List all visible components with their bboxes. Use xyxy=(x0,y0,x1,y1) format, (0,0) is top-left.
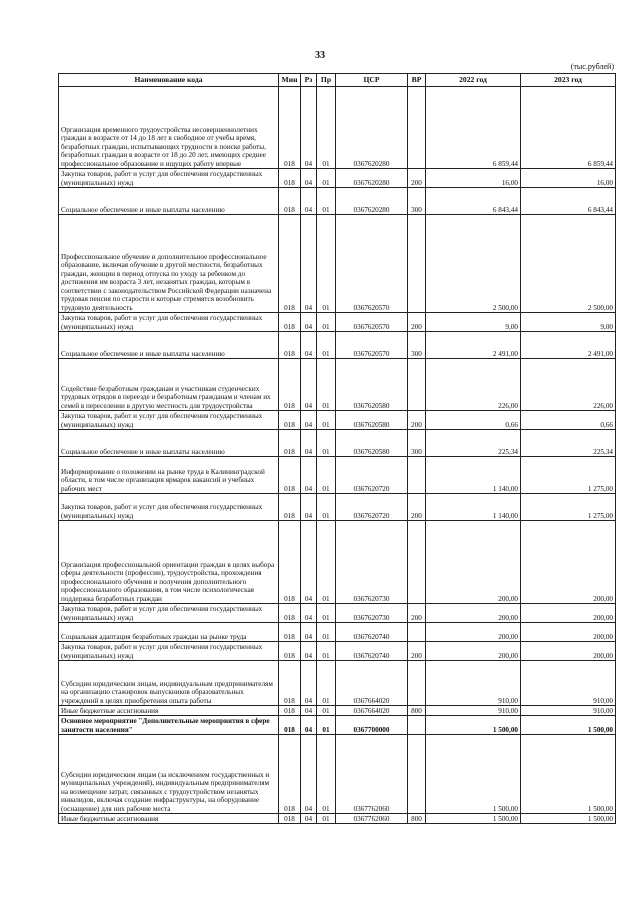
table-row xyxy=(59,359,616,411)
table-row xyxy=(59,87,616,169)
cell-vr: 200 xyxy=(408,604,426,623)
cell-2023: 1 275,00 xyxy=(521,457,616,494)
cell-name: Закупка товаров, работ и услуг для обеспечения государственных (муниципальных) нужд xyxy=(59,411,279,430)
cell-rz: 04 xyxy=(301,87,317,169)
cell-name: Социальное обеспечение и иные выплаты населению xyxy=(59,430,279,457)
cell-min: 018 xyxy=(279,735,301,814)
cell-csr: 0367620720 xyxy=(336,494,408,521)
cell-2022: 1 140,00 xyxy=(426,457,521,494)
header-name: Наименование кода xyxy=(59,74,279,87)
cell-vr: 200 xyxy=(408,313,426,332)
cell-2023: 2 500,00 xyxy=(521,215,616,313)
table-row xyxy=(59,457,616,494)
cell-rz: 04 xyxy=(301,521,317,604)
cell-2023: 6 859,44 xyxy=(521,87,616,169)
table-row xyxy=(59,215,616,313)
cell-name: Закупка товаров, работ и услуг для обеспечения государственных (муниципальных) нужд xyxy=(59,169,279,188)
cell-2022: 1 500,00 xyxy=(426,735,521,814)
cell-rz: 04 xyxy=(301,735,317,814)
cell-pr: 01 xyxy=(317,642,336,661)
table-row xyxy=(59,521,616,604)
cell-csr: 0367664020 xyxy=(336,661,408,706)
cell-name: Закупка товаров, работ и услуг для обеспечения государственных (муниципальных) нужд xyxy=(59,604,279,623)
cell-vr: 200 xyxy=(408,494,426,521)
cell-pr: 01 xyxy=(317,661,336,706)
cell-name: Субсидии юридическим лицам, индивидуальным предпринимателям на организацию стажировок выпускников образовательных учреждений в целях приобретения опыта работы xyxy=(59,661,279,706)
cell-csr: 0367620730 xyxy=(336,521,408,604)
cell-name: Иные бюджетные ассигнования xyxy=(59,814,279,824)
cell-2023: 200,00 xyxy=(521,604,616,623)
table-row xyxy=(59,494,616,521)
cell-csr: 0367620740 xyxy=(336,642,408,661)
cell-name: Иные бюджетные ассигнования xyxy=(59,706,279,716)
cell-vr xyxy=(408,457,426,494)
cell-rz: 04 xyxy=(301,706,317,716)
cell-rz: 04 xyxy=(301,457,317,494)
table-row xyxy=(59,411,616,430)
table-row xyxy=(59,706,616,716)
cell-2023: 16,00 xyxy=(521,169,616,188)
cell-csr: 0367620570 xyxy=(336,313,408,332)
cell-name: Закупка товаров, работ и услуг для обеспечения государственных (муниципальных) нужд xyxy=(59,313,279,332)
cell-csr: 0367762060 xyxy=(336,814,408,824)
cell-csr: 0367620580 xyxy=(336,430,408,457)
cell-rz: 04 xyxy=(301,814,317,824)
cell-2023: 200,00 xyxy=(521,642,616,661)
cell-2022: 1 500,00 xyxy=(426,716,521,735)
cell-vr xyxy=(408,661,426,706)
table-row xyxy=(59,661,616,706)
budget-table xyxy=(58,73,616,824)
cell-pr: 01 xyxy=(317,188,336,215)
header-min: Мин xyxy=(279,74,301,87)
cell-min: 018 xyxy=(279,313,301,332)
header-pr: Пр xyxy=(317,74,336,87)
cell-pr: 01 xyxy=(317,494,336,521)
cell-rz: 04 xyxy=(301,661,317,706)
cell-2022: 6 843,44 xyxy=(426,188,521,215)
cell-min: 018 xyxy=(279,716,301,735)
cell-2023: 910,00 xyxy=(521,706,616,716)
units-label: (тыс.рублей) xyxy=(570,62,614,71)
cell-pr: 01 xyxy=(317,332,336,359)
cell-pr: 01 xyxy=(317,411,336,430)
cell-csr: 0367620730 xyxy=(336,604,408,623)
header-2023: 2023 год xyxy=(521,74,616,87)
table-row xyxy=(59,313,616,332)
cell-rz: 04 xyxy=(301,604,317,623)
cell-csr: 0367620580 xyxy=(336,359,408,411)
cell-pr: 01 xyxy=(317,604,336,623)
cell-min: 018 xyxy=(279,87,301,169)
cell-2022: 9,00 xyxy=(426,313,521,332)
cell-name: Организация временного трудоустройства несовершеннолетних граждан в возрасте от 14 до 18 лет в свободное от учебы время, безработных граждан, испытывающих трудности в поиске работы, безработных граждан в возрасте от 18 до 20 лет, имеющих среднее профессиональное образование и ищущих работу впервые xyxy=(59,87,279,169)
table-row xyxy=(59,814,616,824)
cell-rz: 04 xyxy=(301,430,317,457)
cell-pr: 01 xyxy=(317,716,336,735)
cell-min: 018 xyxy=(279,642,301,661)
cell-pr: 01 xyxy=(317,706,336,716)
cell-vr: 800 xyxy=(408,706,426,716)
cell-min: 018 xyxy=(279,604,301,623)
cell-name: Профессиональное обучение и дополнительное профессиональное образование, включая обучение в другой местности, безработных граждан, женщин в период отпуска по уходу за ребенком до достижения им возраста 3 лет, незанятых граждан, которым в соответствии с законодательством Российской Федерации назначена трудовая пенсия по старости и которые стремятся возобновить трудовую деятельность xyxy=(59,215,279,313)
cell-min: 018 xyxy=(279,661,301,706)
cell-2022: 910,00 xyxy=(426,661,521,706)
cell-2022: 2 491,00 xyxy=(426,332,521,359)
cell-rz: 04 xyxy=(301,716,317,735)
table-row xyxy=(59,188,616,215)
cell-pr: 01 xyxy=(317,457,336,494)
cell-csr: 0367620740 xyxy=(336,623,408,642)
cell-min: 018 xyxy=(279,215,301,313)
cell-name: Основное мероприятие "Дополнительные мероприятия в сфере занятости населения" xyxy=(59,716,279,735)
cell-pr: 01 xyxy=(317,215,336,313)
table-row xyxy=(59,642,616,661)
cell-rz: 04 xyxy=(301,623,317,642)
cell-min: 018 xyxy=(279,359,301,411)
table-row xyxy=(59,332,616,359)
table-body xyxy=(59,87,616,824)
table-row xyxy=(59,169,616,188)
cell-pr: 01 xyxy=(317,359,336,411)
cell-2022: 226,00 xyxy=(426,359,521,411)
cell-csr: 0367700000 xyxy=(336,716,408,735)
cell-name: Содействие безработным гражданам и участникам студенческих трудовых отрядов в переезде и безработным гражданам и членам их семей в переселении в другую местность для трудоустройства xyxy=(59,359,279,411)
cell-2023: 1 500,00 xyxy=(521,735,616,814)
header-csr: ЦСР xyxy=(336,74,408,87)
cell-2022: 225,34 xyxy=(426,430,521,457)
cell-2022: 1 500,00 xyxy=(426,814,521,824)
cell-min: 018 xyxy=(279,457,301,494)
cell-csr: 0367620280 xyxy=(336,87,408,169)
cell-pr: 01 xyxy=(317,430,336,457)
cell-csr: 0367762060 xyxy=(336,735,408,814)
table-row xyxy=(59,716,616,735)
cell-csr: 0367620580 xyxy=(336,411,408,430)
cell-2023: 910,00 xyxy=(521,661,616,706)
cell-pr: 01 xyxy=(317,313,336,332)
cell-rz: 04 xyxy=(301,313,317,332)
header-row xyxy=(59,74,616,87)
cell-name: Закупка товаров, работ и услуг для обеспечения государственных (муниципальных) нужд xyxy=(59,642,279,661)
page-number: 33 xyxy=(315,50,325,61)
cell-vr xyxy=(408,521,426,604)
cell-min: 018 xyxy=(279,494,301,521)
cell-2023: 1 500,00 xyxy=(521,814,616,824)
cell-2022: 200,00 xyxy=(426,623,521,642)
cell-2022: 200,00 xyxy=(426,604,521,623)
cell-2023: 200,00 xyxy=(521,623,616,642)
cell-vr: 300 xyxy=(408,188,426,215)
cell-vr xyxy=(408,87,426,169)
cell-rz: 04 xyxy=(301,188,317,215)
header-vr: ВР xyxy=(408,74,426,87)
cell-pr: 01 xyxy=(317,735,336,814)
cell-2023: 0,66 xyxy=(521,411,616,430)
cell-2023: 1 275,00 xyxy=(521,494,616,521)
cell-pr: 01 xyxy=(317,521,336,604)
cell-min: 018 xyxy=(279,521,301,604)
cell-min: 018 xyxy=(279,814,301,824)
cell-vr: 200 xyxy=(408,169,426,188)
cell-rz: 04 xyxy=(301,494,317,521)
cell-2022: 16,00 xyxy=(426,169,521,188)
cell-min: 018 xyxy=(279,706,301,716)
cell-name: Закупка товаров, работ и услуг для обеспечения государственных (муниципальных) нужд xyxy=(59,494,279,521)
cell-vr: 800 xyxy=(408,814,426,824)
cell-pr: 01 xyxy=(317,814,336,824)
cell-name: Социальная адаптация безработных граждан на рынке труда xyxy=(59,623,279,642)
cell-pr: 01 xyxy=(317,87,336,169)
cell-2022: 0,66 xyxy=(426,411,521,430)
cell-csr: 0367620720 xyxy=(336,457,408,494)
cell-pr: 01 xyxy=(317,623,336,642)
cell-csr: 0367620570 xyxy=(336,332,408,359)
cell-name: Социальное обеспечение и иные выплаты населению xyxy=(59,332,279,359)
cell-vr xyxy=(408,359,426,411)
cell-2022: 1 140,00 xyxy=(426,494,521,521)
cell-vr xyxy=(408,215,426,313)
cell-rz: 04 xyxy=(301,215,317,313)
cell-rz: 04 xyxy=(301,359,317,411)
cell-2023: 225,34 xyxy=(521,430,616,457)
cell-vr: 300 xyxy=(408,332,426,359)
cell-2023: 226,00 xyxy=(521,359,616,411)
cell-2023: 6 843,44 xyxy=(521,188,616,215)
cell-csr: 0367620280 xyxy=(336,188,408,215)
header-2022: 2022 год xyxy=(426,74,521,87)
cell-name: Организация профессиональной ориентации граждан в целях выбора сферы деятельности (профессии), трудоустройства, прохождения профессионального обучения и получения дополнительного профессионального образования, в том числе психологическая поддержка безработных граждан xyxy=(59,521,279,604)
cell-2022: 6 859,44 xyxy=(426,87,521,169)
cell-csr: 0367620280 xyxy=(336,169,408,188)
cell-name: Субсидии юридическим лицам (за исключением государственных и муниципальных учреждений), индивидуальным предпринимателям на возмещение затрат, связанных с трудоустройством незанятых инвалидов, включая создание инфраструктуры, на оборудование (оснащение) для них рабочие места xyxy=(59,735,279,814)
cell-vr: 200 xyxy=(408,642,426,661)
cell-rz: 04 xyxy=(301,169,317,188)
cell-min: 018 xyxy=(279,411,301,430)
cell-min: 018 xyxy=(279,623,301,642)
cell-min: 018 xyxy=(279,430,301,457)
cell-min: 018 xyxy=(279,332,301,359)
table-row xyxy=(59,430,616,457)
cell-csr: 0367620570 xyxy=(336,215,408,313)
table-row xyxy=(59,604,616,623)
cell-min: 018 xyxy=(279,169,301,188)
cell-name: Социальное обеспечение и иные выплаты населению xyxy=(59,188,279,215)
cell-2023: 1 500,00 xyxy=(521,716,616,735)
cell-csr: 0367664020 xyxy=(336,706,408,716)
table-row xyxy=(59,735,616,814)
cell-2022: 200,00 xyxy=(426,521,521,604)
cell-rz: 04 xyxy=(301,411,317,430)
cell-name: Информирование о положении на рынке труда в Калининградской области, в том числе организация ярмарок вакансий и учебных рабочих мест xyxy=(59,457,279,494)
cell-min: 018 xyxy=(279,188,301,215)
cell-vr xyxy=(408,716,426,735)
cell-pr: 01 xyxy=(317,169,336,188)
header-rz: Рз xyxy=(301,74,317,87)
cell-2022: 2 500,00 xyxy=(426,215,521,313)
cell-vr: 200 xyxy=(408,411,426,430)
cell-rz: 04 xyxy=(301,642,317,661)
cell-vr xyxy=(408,735,426,814)
cell-2023: 9,00 xyxy=(521,313,616,332)
cell-2022: 910,00 xyxy=(426,706,521,716)
table-row xyxy=(59,623,616,642)
cell-2022: 200,00 xyxy=(426,642,521,661)
cell-2023: 2 491,00 xyxy=(521,332,616,359)
cell-vr: 300 xyxy=(408,430,426,457)
cell-2023: 200,00 xyxy=(521,521,616,604)
cell-rz: 04 xyxy=(301,332,317,359)
cell-vr xyxy=(408,623,426,642)
